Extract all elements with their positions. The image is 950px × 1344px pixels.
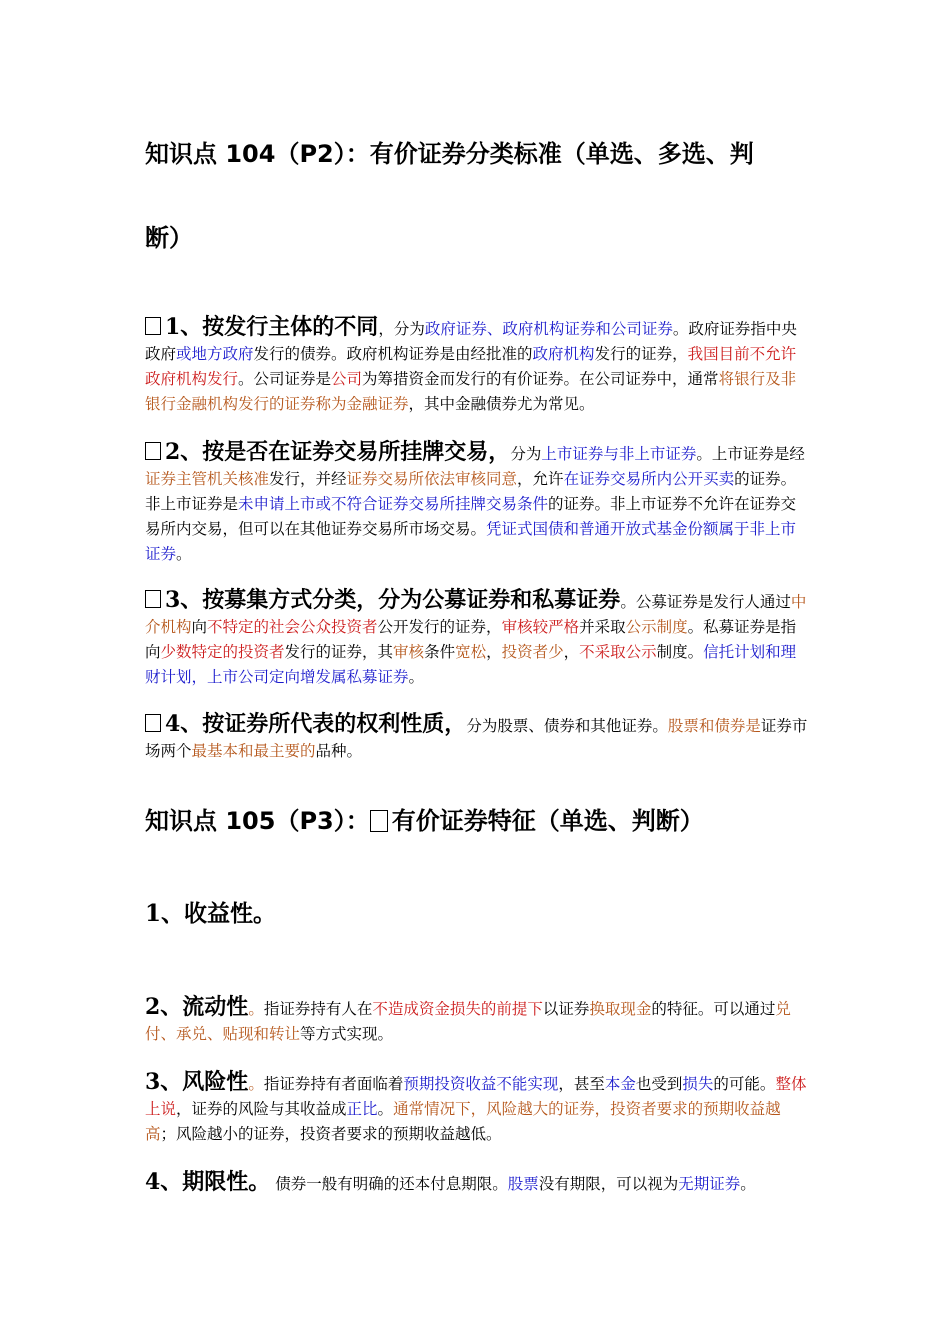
text-run: 最基本和最主要的 (191, 742, 316, 760)
text-run: 损失 (682, 1075, 714, 1093)
text-run: 无期证券 (678, 1175, 741, 1193)
text-run: 兑付、承兑、贴现和转让 (145, 1000, 791, 1043)
text-run: ，分为 (378, 320, 425, 338)
text-run: 证券市场两个 (145, 717, 808, 760)
feature-1 (145, 898, 810, 930)
text-run: 审核较严格 (501, 618, 580, 636)
classification-item-2 (145, 440, 810, 567)
text-run: 制度。 (656, 643, 704, 661)
text-run: 公示制度 (625, 618, 688, 636)
text-run: 等方式实现。 (300, 1025, 394, 1043)
text-run: 宽松 (455, 643, 487, 661)
text-run: ， (563, 643, 580, 661)
text-run: 为筹措资金而发行的有价证券。在公司证券中，通常 (362, 370, 719, 388)
text-run: 。私募证券是指向 (145, 618, 797, 661)
text-run: 以证券 (542, 1000, 590, 1018)
text-run: 。公司证券是 (238, 370, 332, 388)
item-lead: 1、按发行主体的不同 (165, 314, 379, 340)
classification-item-1 (145, 315, 810, 417)
text-run: 信托计划和理财计划，上市公司定向增发属私募证券 (145, 643, 797, 686)
text-run: ， (486, 643, 502, 661)
text-run: 正比 (346, 1100, 378, 1118)
paragraph (145, 588, 810, 690)
text-run: 。 (740, 1175, 756, 1193)
text-run: 。上市证券是经 (696, 445, 805, 463)
feature-2 (145, 995, 810, 1047)
text-run: 。 (408, 668, 425, 686)
paragraph (145, 712, 810, 764)
text-run: 的特征。可以通过 (651, 1000, 776, 1018)
text-run: 发行，并经 (269, 470, 347, 488)
text-run: 也受到 (635, 1075, 683, 1093)
feature-lead: 1、收益性。 (145, 900, 277, 927)
section-heading-105 (145, 805, 810, 837)
paragraph (145, 315, 810, 417)
text-run: 本金 (604, 1075, 636, 1093)
text-run: 证券交易所依法审核同意 (346, 470, 518, 488)
text-run: 通常情况下，风险越大的证券，投资者要求的预期收益越高 (145, 1100, 781, 1143)
text-run: 股票和债券是 (667, 717, 761, 735)
text-run: 换取现金 (589, 1000, 652, 1018)
text-run: 发行的证券，其 (284, 643, 394, 661)
text-run: ，证券的风险与其收益成 (176, 1100, 347, 1118)
heading-line-1: 知识点 104（P2）：有价证券分类标准（单选、多选、判 (145, 140, 754, 168)
section-heading-104 (145, 138, 810, 170)
text-run: 债券一般有明确的还本付息期限。 (270, 1175, 508, 1193)
text-run: 政府机构 (532, 345, 595, 363)
classification-item-4 (145, 712, 810, 764)
text-run: 不造成资金损失的前提下 (372, 1000, 543, 1018)
text-run: 预期投资收益不能实现 (403, 1075, 559, 1093)
text-run: 。 (377, 1100, 394, 1118)
text-run: 。公募证券是发行人通过 (620, 593, 791, 611)
feature-lead: 2、流动性 (145, 994, 249, 1020)
paragraph (145, 440, 810, 567)
text-run: 分为 (510, 445, 542, 463)
feature-lead: 3、风险性 (145, 1069, 249, 1095)
text-run: 投资者少 (501, 643, 564, 661)
text-run: 不采取公示 (579, 643, 657, 661)
text-run: 政府证券、政府机构证券和公司证券 (424, 320, 673, 338)
text-run: 发行的证券， (594, 345, 688, 363)
text-run: 并采取 (579, 618, 626, 636)
text-run: 品种。 (315, 742, 363, 760)
text-run: 的证券。非上市证券是 (145, 470, 797, 513)
text-run: 或地方政府 (176, 345, 254, 363)
text-run: 公开发行的证券， (377, 618, 502, 636)
text-run: 审核 (393, 643, 425, 661)
feature-4 (145, 1170, 810, 1197)
classification-item-3 (145, 588, 810, 690)
feature-lead: 4、期限性。 (145, 1169, 271, 1195)
text-run: 未申请上市或不符合证券交易所挂牌交易条件 (238, 495, 549, 513)
text-run: 分为股票、债券和其他证券。 (466, 717, 668, 735)
text-run: ，其中金融债券尤为常见。 (408, 395, 595, 413)
item-lead: 4、按证券所代表的权利性质， (165, 711, 467, 737)
text-run: 不特定的社会公众投资者 (207, 618, 378, 636)
heading-line: 知识点 105（P3）： 有价证券特征（单选、判断） (145, 807, 704, 835)
text-run: 。 (176, 545, 192, 563)
text-run: 的证券。非上市证券不允许在证券交易所内交易，但可以在其他证券交易所市场交易。 (145, 495, 797, 538)
text-run: 凭证式国债和普通开放式基金份额属于非上市证券 (145, 520, 797, 563)
text-run: 向 (191, 618, 208, 636)
text-run: 在证券交易所内公开买卖 (563, 470, 735, 488)
text-run: 。政府证券指中央政府 (145, 320, 797, 363)
text-run: 证券主管机关核准 (145, 470, 270, 488)
text-run: 指证券持有人在 (263, 1000, 373, 1018)
paragraph (145, 1170, 810, 1197)
heading-line-2: 断） (145, 224, 193, 252)
text-run: 将银行及非银行金融机构发行的证券称为金融证券 (145, 370, 797, 413)
section-heading-104-cont (145, 222, 810, 254)
text-run: 上市证券与非上市证券 (541, 445, 697, 463)
text-run: 中介机构 (145, 593, 807, 636)
text-run: ；风险越小的证券，投资者要求的预期收益越低。 (160, 1125, 502, 1143)
checkbox-glyph-icon (145, 590, 161, 608)
checkbox-glyph-icon (145, 714, 161, 732)
checkbox-glyph-icon (370, 810, 388, 832)
text-run: 条件 (424, 643, 456, 661)
text-run: 整体上说 (145, 1075, 807, 1118)
item-lead: 2、按是否在证券交易所挂牌交易， (165, 439, 511, 465)
checkbox-glyph-icon (145, 442, 161, 460)
paragraph (145, 1070, 810, 1147)
text-run: ，允许 (517, 470, 564, 488)
text-run: 指证券持有者面临着 (263, 1075, 404, 1093)
checkbox-glyph-icon (145, 317, 161, 335)
text-run: 发行的债券。政府机构证券是由经批准的 (253, 345, 533, 363)
feature-body (270, 1175, 756, 1193)
text-run: 没有期限，可以视为 (538, 1175, 679, 1193)
item-lead: 3、按募集方式分类，分为公募证券和私募证券 (165, 587, 621, 613)
text-run: 股票 (507, 1175, 539, 1193)
text-run: 的可能。 (713, 1075, 776, 1093)
text-run: 公司 (331, 370, 363, 388)
text-run: ，甚至 (558, 1075, 605, 1093)
text-run: 。 (248, 1000, 264, 1018)
text-run: 少数特定的投资者 (160, 643, 285, 661)
text-run: 。 (248, 1075, 264, 1093)
paragraph (145, 995, 810, 1047)
feature-3 (145, 1070, 810, 1147)
text-run: 我国目前不允许政府机构发行 (145, 345, 797, 388)
